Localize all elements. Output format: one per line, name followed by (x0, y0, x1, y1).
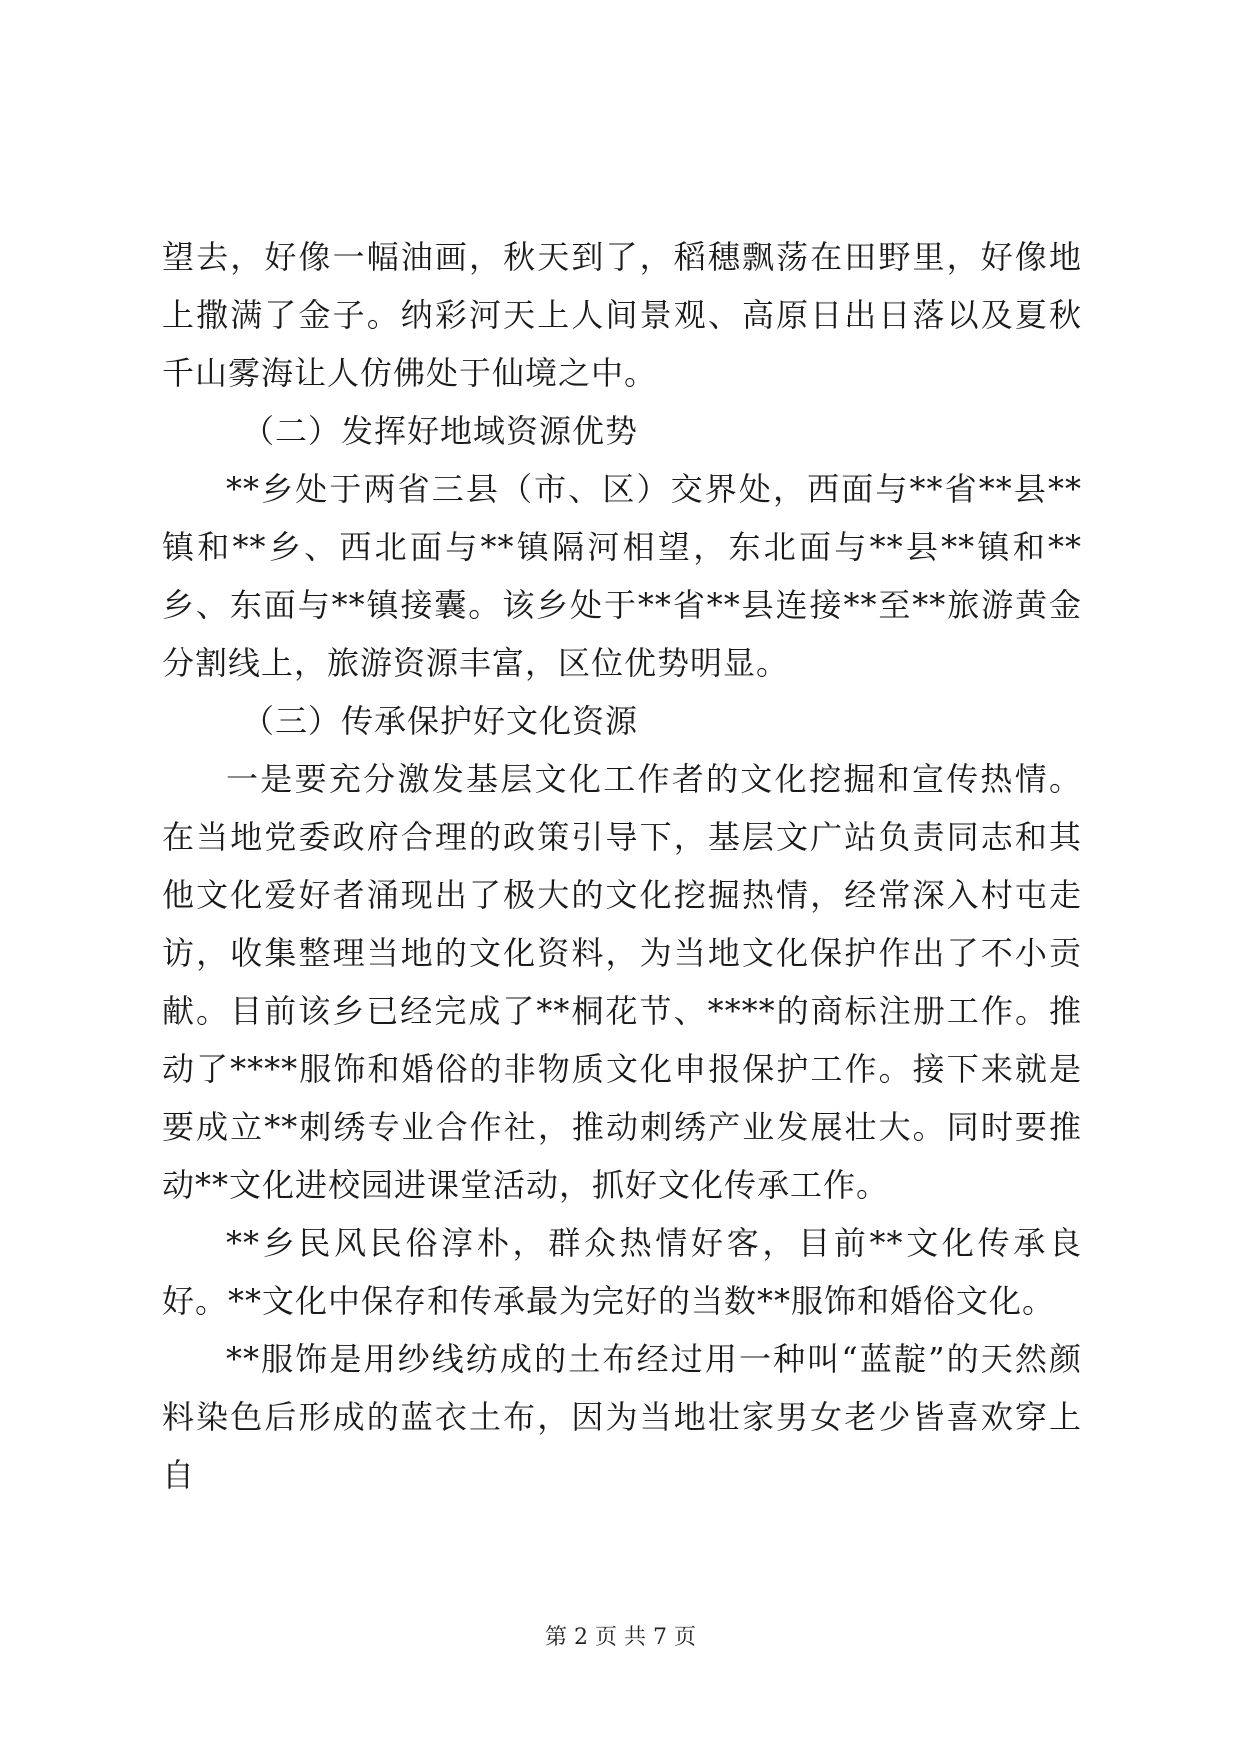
section-heading-3: （三）传承保护好文化资源 (242, 702, 639, 740)
paragraph-location: **乡处于两省三县（市、区）交界处，西面与**省**县**镇和**乡、西北面与**镇隔河相望，东北面与**县**镇和**乡、东面与**镇接囊。该乡处于**省**县连接**至**旅游黄金分割线上，旅游资源丰富，区位优势明显。 (162, 470, 1082, 682)
document-body (162, 228, 1082, 1504)
paragraph-costume: **服饰是用纱线纺成的土布经过用一种叫“蓝靛”的天然颜料染色后形成的蓝衣土布，因为当地壮家男女老少皆喜欢穿上自 (162, 1340, 1082, 1494)
paragraph-customs: **乡民风民俗淳朴，群众热情好客，目前**文化传承良好。**文化中保存和传承最为完好的当数**服饰和婚俗文化。 (162, 1224, 1082, 1320)
paragraph-continued: 望去，好像一幅油画，秋天到了，稻穗飘荡在田野里，好像地上撒满了金子。纳彩河天上人间景观、高原日出日落以及夏秋千山雾海让人仿佛处于仙境之中。 (162, 238, 1082, 392)
section-heading-2: （二）发挥好地域资源优势 (242, 412, 639, 450)
page-footer: 第 2 页 共 7 页 (545, 1625, 696, 1650)
paragraph-culture-workers: 一是要充分激发基层文化工作者的文化挖掘和宣传热情。在当地党委政府合理的政策引导下，基层文广站负责同志和其他文化爱好者涌现出了极大的文化挖掘热情，经常深入村屯走访，收集整理当地的文化资料，为当地文化保护作出了不小贡献。目前该乡已经完成了**桐花节、****的商标注册工作。推动了****服饰和婚俗的非物质文化申报保护工作。接下来就是要成立**刺绣专业合作社，推动刺绣产业发展壮大。同时要推动**文化进校园进课堂活动，抓好文化传承工作。 (162, 760, 1082, 1204)
